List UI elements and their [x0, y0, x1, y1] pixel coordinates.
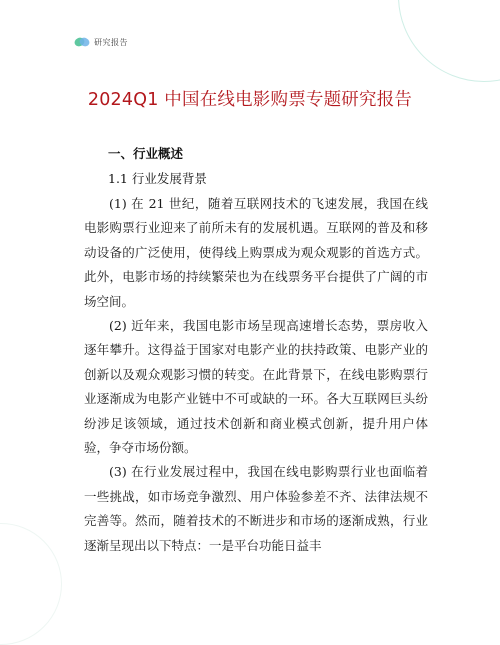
report-title: 2024Q1 中国在线电影购票专题研究报告	[87, 90, 413, 110]
subsection-heading: 1.1 行业发展背景	[108, 171, 207, 186]
brand-logo-icon	[74, 36, 90, 48]
body-text	[84, 192, 428, 558]
paragraph-1: (1) 在 21 世纪，随着互联网技术的飞速发展，我国在线电影购票行业迎来了前所未有的发展机遇。互联网的普及和移动设备的广泛使用，使得线上购票成为观众观影的首选方式。此外，电影市场的持续繁荣也为在线票务平台提供了广阔的市场空间。	[84, 196, 428, 309]
decorative-arc-top-right	[398, 0, 500, 82]
decorative-arc-bottom-left	[0, 523, 62, 645]
paragraph-2: (2) 近年来，我国电影市场呈现高速增长态势，票房收入逐年攀升。这得益于国家对电影产业的扶持政策、电影产业的创新以及观众观影习惯的转变。在此背景下，在线电影购票行业逐渐成为电影产业链中不可或缺的一环。各大互联网巨头纷纷涉足该领域，通过技术创新和商业模式创新，提升用户体验，争夺市场份额。	[84, 318, 428, 456]
section-heading: 一、行业概述	[108, 146, 184, 161]
brand-text: 研究报告	[94, 37, 128, 47]
page-header	[74, 35, 128, 49]
paragraph-3: (3) 在行业发展过程中，我国在线电影购票行业也面临着一些挑战，如市场竞争激烈、用户体验参差不齐、法律法规不完善等。然而，随着技术的不断进步和市场的逐渐成熟，行业逐渐呈现出以下特点：一是平台功能日益丰	[84, 464, 428, 553]
